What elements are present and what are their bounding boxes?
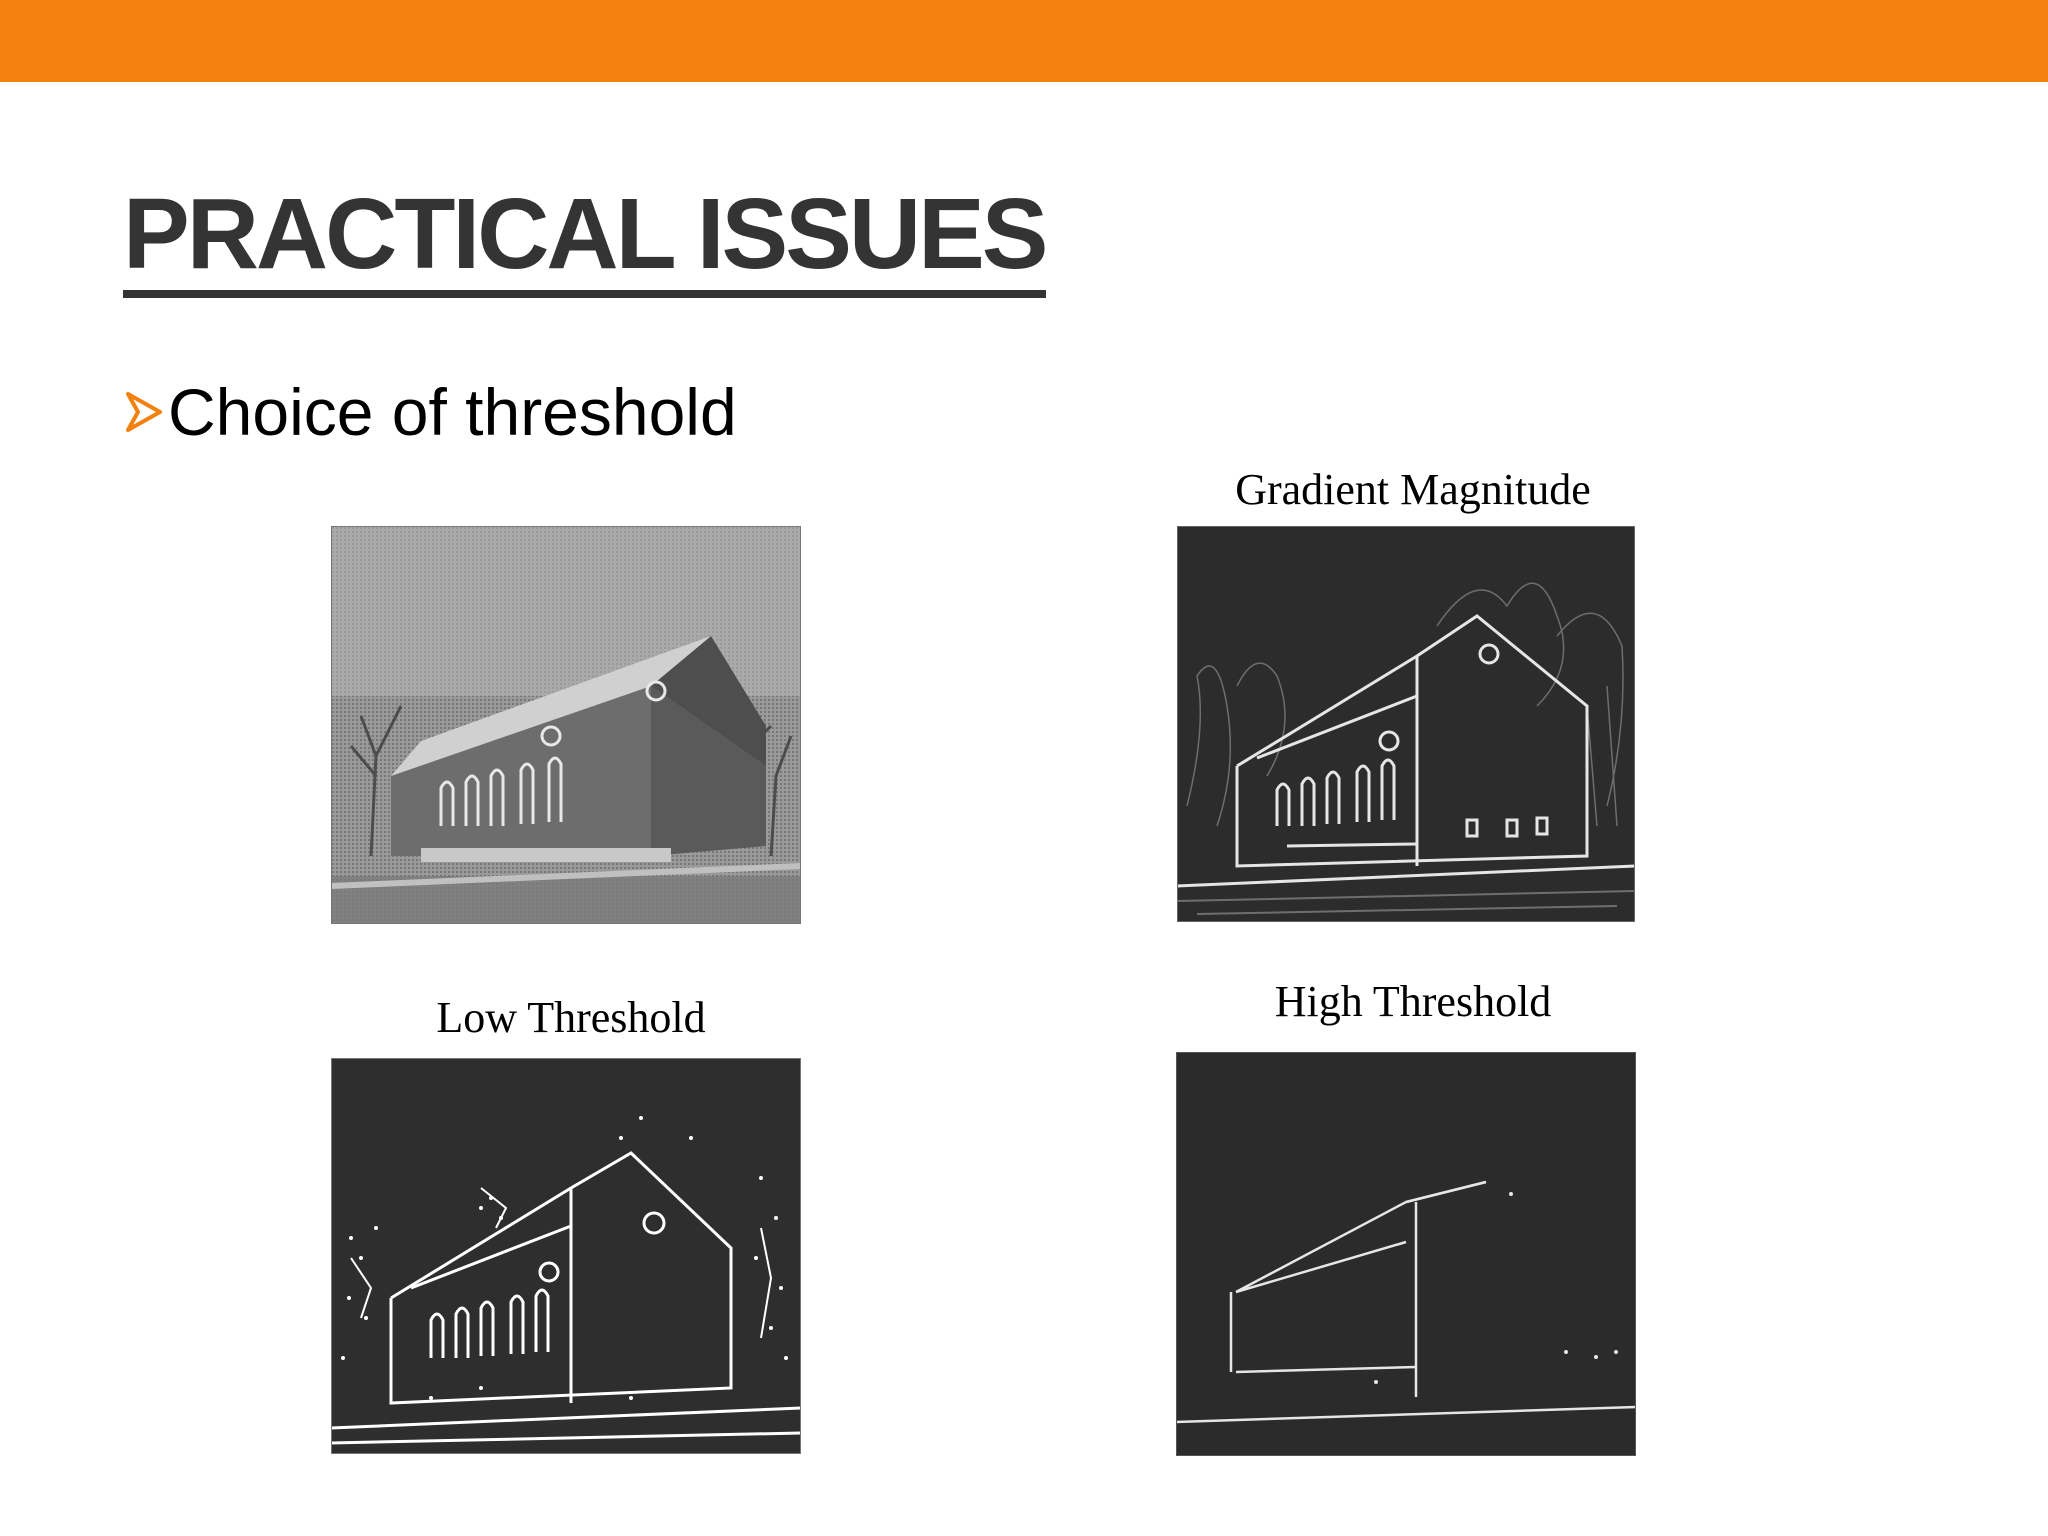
bullet-item (126, 372, 737, 452)
low-threshold-image (331, 1058, 801, 1454)
bullet-text: Choice of threshold (168, 375, 737, 449)
original-barn-image (331, 526, 801, 924)
arrowhead-bullet-icon (126, 388, 162, 436)
high-threshold-image (1176, 1052, 1636, 1456)
slide-title: PRACTICAL ISSUES (123, 178, 1046, 298)
high-threshold-caption: High Threshold (1274, 977, 1552, 1026)
header-accent-bar (0, 0, 2048, 82)
gradient-magnitude-caption: Gradient Magnitude (1235, 465, 1591, 514)
gradient-magnitude-image (1177, 526, 1635, 922)
low-threshold-caption: Low Threshold (436, 993, 706, 1042)
